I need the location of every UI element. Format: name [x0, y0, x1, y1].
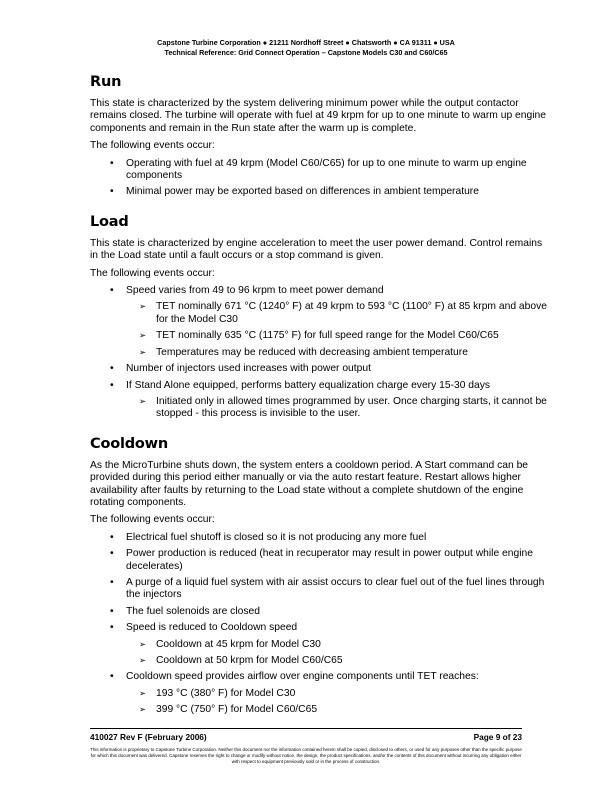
list-item: • Minimal power may be exported based on differences in ambient temperature	[90, 186, 550, 198]
list-item: • Number of injectors used increases with power output	[90, 363, 550, 375]
sub-list-item: ➢ Temperatures may be reduced with decreasing ambient temperature	[90, 347, 550, 359]
cooldown-description: As the MicroTurbine shuts down, the system enters a cooldown period. A Start command can be provided during this period either manually or via the auto restart feature. Restart allows higher availability after faults by returning to the Load state without a complete shutdown of the engine rotating components.	[90, 459, 529, 508]
load-events-intro: The following events occur:	[90, 267, 215, 279]
list-item: • A purge of a liquid fuel system with air assist occurs to clear fuel out of the fuel lines through the injectors	[90, 577, 550, 602]
section-run	[90, 74, 550, 199]
run-description: This state is characterized by the system delivering minimum power while the output contactor remains closed. The turbine will operate with fuel at 49 krpm for up to one minute to warm up engine components and remain in the Run state after the warm up is complete.	[90, 98, 546, 134]
header-company-line: Capstone Turbine Corporation ● 21211 Nordhoff Street ● Chatsworth ● CA 91311 ● USA	[157, 38, 455, 47]
footer-page-number: Page 9 of 23	[473, 732, 522, 742]
cooldown-events-intro: The following events occur:	[90, 514, 215, 526]
run-event-list	[90, 158, 550, 199]
list-item: • Power production is reduced (heat in recuperator may result in power output while engine decelerates)	[90, 548, 550, 573]
list-item: • Speed varies from 49 to 96 krpm to meet power demand	[90, 285, 550, 297]
sub-list-item: ➢ Cooldown at 45 krpm for Model C30	[90, 639, 550, 651]
footer-divider	[90, 728, 522, 729]
load-event-list	[90, 285, 550, 421]
header-title-line: Technical Reference: Grid Connect Operation – Capstone Models C30 and C60/C65	[164, 48, 448, 57]
section-heading-run: Run	[90, 74, 122, 90]
page-content	[90, 74, 550, 726]
footer-document-id: 410027 Rev F (February 2006)	[90, 732, 207, 742]
page-header	[0, 38, 612, 58]
section-cooldown	[90, 436, 550, 717]
sub-list-item: ➢ 193 °C (380° F) for Model C30	[90, 688, 550, 700]
sub-list-item: ➢ Initiated only in allowed times programmed by user. Once charging starts, it cannot be stopped - this process is invisible to the user.	[90, 396, 550, 421]
run-events-intro: The following events occur:	[90, 140, 215, 152]
section-heading-cooldown: Cooldown	[90, 435, 168, 452]
load-description: This state is characterized by engine acceleration to meet the user power demand. Control remains in the Load state until a fault occurs or a stop command is given.	[90, 237, 543, 262]
sub-list-item: ➢ TET nominally 635 °C (1175° F) for full speed range for the Model C60/C65	[90, 330, 550, 342]
list-item: • Operating with fuel at 49 krpm (Model C60/C65) for up to one minute to warm up engine components	[90, 158, 550, 183]
section-heading-load: Load	[90, 213, 129, 230]
sub-list-item: ➢ 399 °C (750° F) for Model C60/C65	[90, 704, 550, 716]
footer-disclaimer: This information is proprietary to Capstone Turbine Corporation. Neither this document nor the information contained herein shall be copied, disclosed to others, or used for any purposes other than the specific purpose for which this document was delivered. Capstone reserves the right to change or modify without notice, the design, the product specifications, and/or the contents of this document without incurring any obligation either with respect to equipment previously sold or in the process of construction.	[90, 747, 522, 764]
sub-list-item: ➢ TET nominally 671 °C (1240° F) at 49 krpm to 593 °C (1100° F) at 85 krpm and above for the Model C30	[90, 301, 550, 326]
list-item: • Speed is reduced to Cooldown speed	[90, 622, 550, 634]
sub-list-item: ➢ Cooldown at 50 krpm for Model C60/C65	[90, 655, 550, 667]
list-item: • The fuel solenoids are closed	[90, 606, 550, 618]
cooldown-event-list	[90, 532, 550, 717]
section-load	[90, 214, 550, 421]
list-item: • Electrical fuel shutoff is closed so it is not producing any more fuel	[90, 532, 550, 544]
list-item: • If Stand Alone equipped, performs battery equalization charge every 15-30 days	[90, 380, 550, 392]
list-item: • Cooldown speed provides airflow over engine components until TET reaches:	[90, 671, 550, 683]
